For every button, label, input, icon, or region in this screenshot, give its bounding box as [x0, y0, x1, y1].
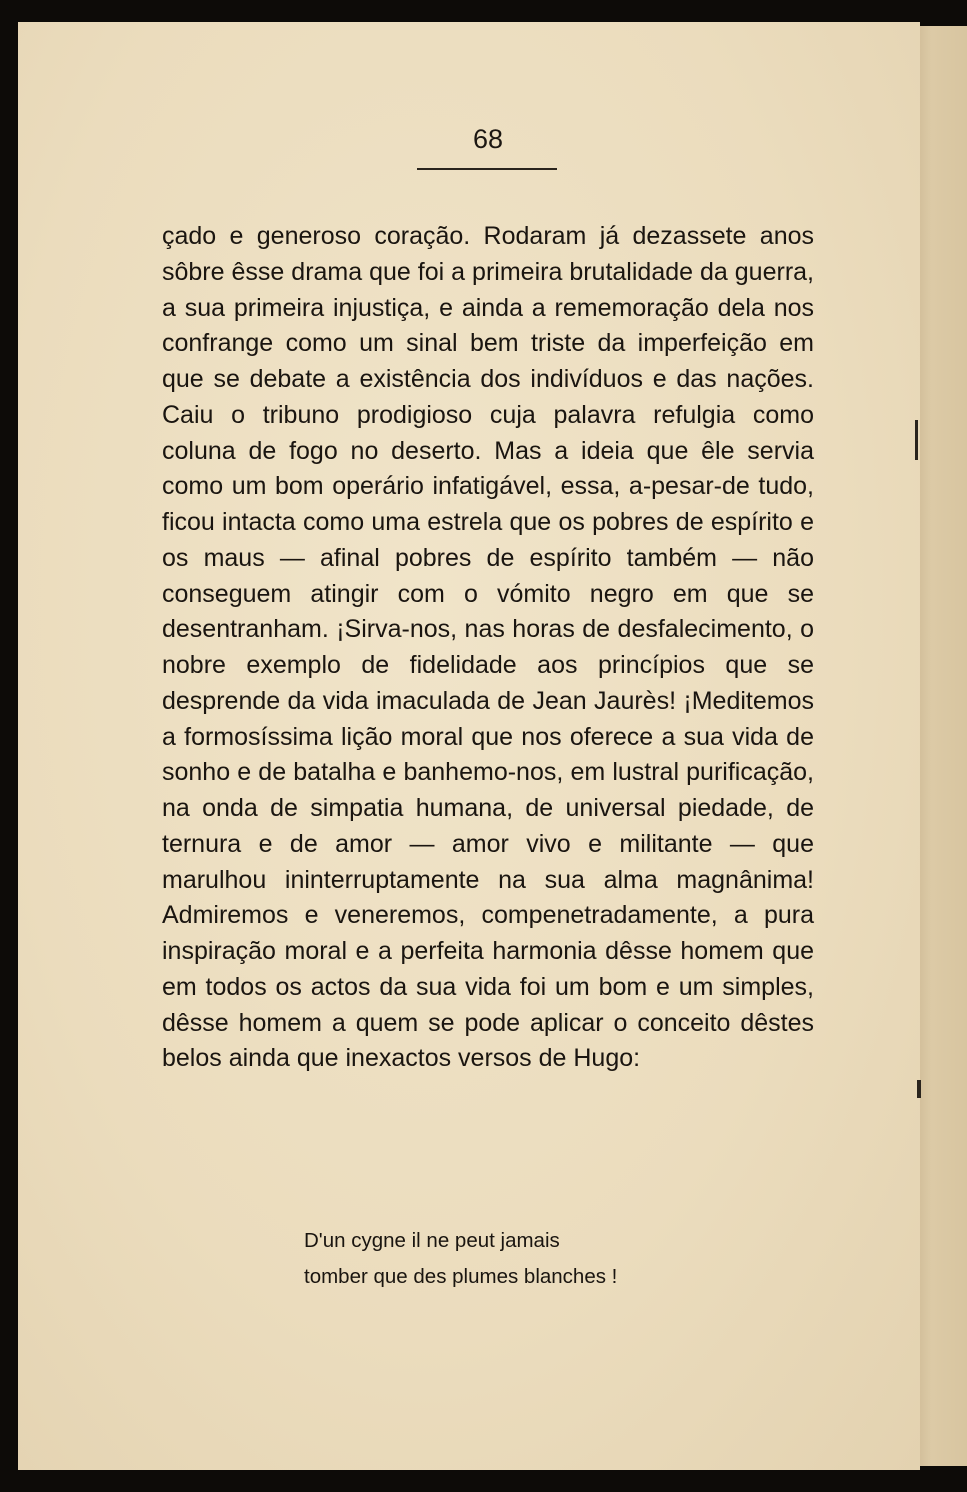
verse-line: D'un cygne il ne peut jamais [304, 1229, 560, 1252]
verse-quote [304, 1223, 617, 1295]
facing-page-edge [912, 26, 967, 1466]
verse-line: tomber que des plumes blanches ! [304, 1265, 618, 1288]
header-rule [417, 168, 557, 170]
page-number: 68 [472, 124, 504, 154]
margin-mark [915, 420, 918, 460]
body-paragraph: çado e generoso coração. Rodaram já dezassete anos sôbre êsse drama que foi a primeira brutalidade da guerra, a sua primeira injustiça, e ainda a rememoração dela nos confrange como um sinal bem triste da imperfeição em que se debate a existência dos indivíduos e das nações. Caiu o tribuno prodigioso cuja palavra refulgia como coluna de fogo no deserto. Mas a ideia que êle servia como um bom operário infatigável, essa, a-pesar-de tudo, ficou intacta como uma estrela que os pobres de espírito e os maus — afinal pobres de espírito também — não conseguem atingir com o vómito negro em que se desentranham. ¡Sirva-nos, nas horas de desfalecimento, o nobre exemplo de fidelidade aos princípios que se desprende da vida imaculada de Jean Jaurès! ¡Meditemos a formosíssima lição moral que nos oferece a sua vida de sonho e de batalha e banhemo-nos, em lustral purificação, na onda de simpatia humana, de universal piedade, de ternura e de amor — amor vivo e militante — que marulhou ininterruptamente na sua alma magnânima! Admiremos e veneremos, compenetradamente, a pura inspiração moral e a perfeita harmonia dêsse homem que em todos os actos da sua vida foi um bom e um simples, dêsse homem a quem se pode aplicar o conceito dêstes belos ainda que inexactos versos de Hugo: [162, 222, 814, 1073]
margin-mark [917, 1080, 921, 1098]
